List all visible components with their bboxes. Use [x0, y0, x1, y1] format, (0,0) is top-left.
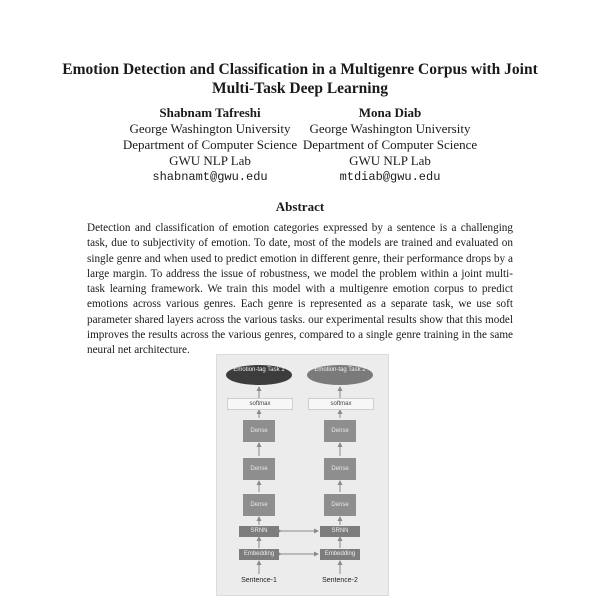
- sentence-1-label: Sentence-1: [241, 577, 277, 584]
- rnn-right: SRNN: [320, 526, 360, 537]
- softmax-left: softmax: [227, 398, 293, 410]
- dense-left-3: Dense: [243, 420, 275, 442]
- dense-right-1: Dense: [324, 494, 356, 516]
- author-name: Mona Diab: [358, 105, 422, 120]
- abstract-text: Detection and classification of emotion categories expressed by a sentence is a challenging task, due to subjectivity of emotion. To date, most of the models are trained and evaluated on single genre and when used to predict emotion in different genre, their performance drops by a large margin. To address the issue of robustness, we model the problem within a joint multi-task learning framework. We train this model with a multigenre emotion corpus to predict emotions across various genres. Each genre is represented as a separate task, we use soft parameter shared layers across the various tasks. our experimental results show that this model improves the results across the various genres, compared to a single genre training in the same neural net architecture.: [87, 222, 513, 357]
- author-email[interactable]: shabnamt@gwu.edu: [152, 170, 268, 184]
- sentence-2-label: Sentence-2: [322, 577, 358, 584]
- author-lab: GWU NLP Lab: [169, 153, 251, 168]
- abstract-heading: Abstract: [275, 199, 325, 214]
- author-name: Shabnam Tafreshi: [159, 105, 261, 120]
- author-department: Department of Computer Science: [302, 137, 478, 152]
- author-lab: GWU NLP Lab: [349, 153, 431, 168]
- dense-left-1: Dense: [243, 494, 275, 516]
- author-department: Department of Computer Science: [122, 137, 298, 152]
- author-university: George Washington University: [309, 121, 471, 136]
- embedding-left: Embedding: [239, 549, 279, 560]
- dense-right-3: Dense: [324, 420, 356, 442]
- rnn-left: SRNN: [239, 526, 279, 537]
- embedding-right: Embedding: [320, 549, 360, 560]
- task-1-output: Emotion-tag Task 1: [226, 365, 292, 385]
- architecture-figure: [216, 354, 389, 596]
- paper-title: [40, 60, 560, 98]
- title-line-1: Emotion Detection and Classification in a Multigenre Corpus with Joint: [62, 61, 538, 78]
- softmax-right: softmax: [308, 398, 374, 410]
- task-2-output: Emotion-tag Task 2: [307, 365, 373, 385]
- author-university: George Washington University: [129, 121, 291, 136]
- title-line-2: Multi-Task Deep Learning: [212, 80, 388, 97]
- author-email[interactable]: mtdiab@gwu.edu: [339, 170, 441, 184]
- dense-left-2: Dense: [243, 458, 275, 480]
- author-block-2: [270, 105, 510, 185]
- dense-right-2: Dense: [324, 458, 356, 480]
